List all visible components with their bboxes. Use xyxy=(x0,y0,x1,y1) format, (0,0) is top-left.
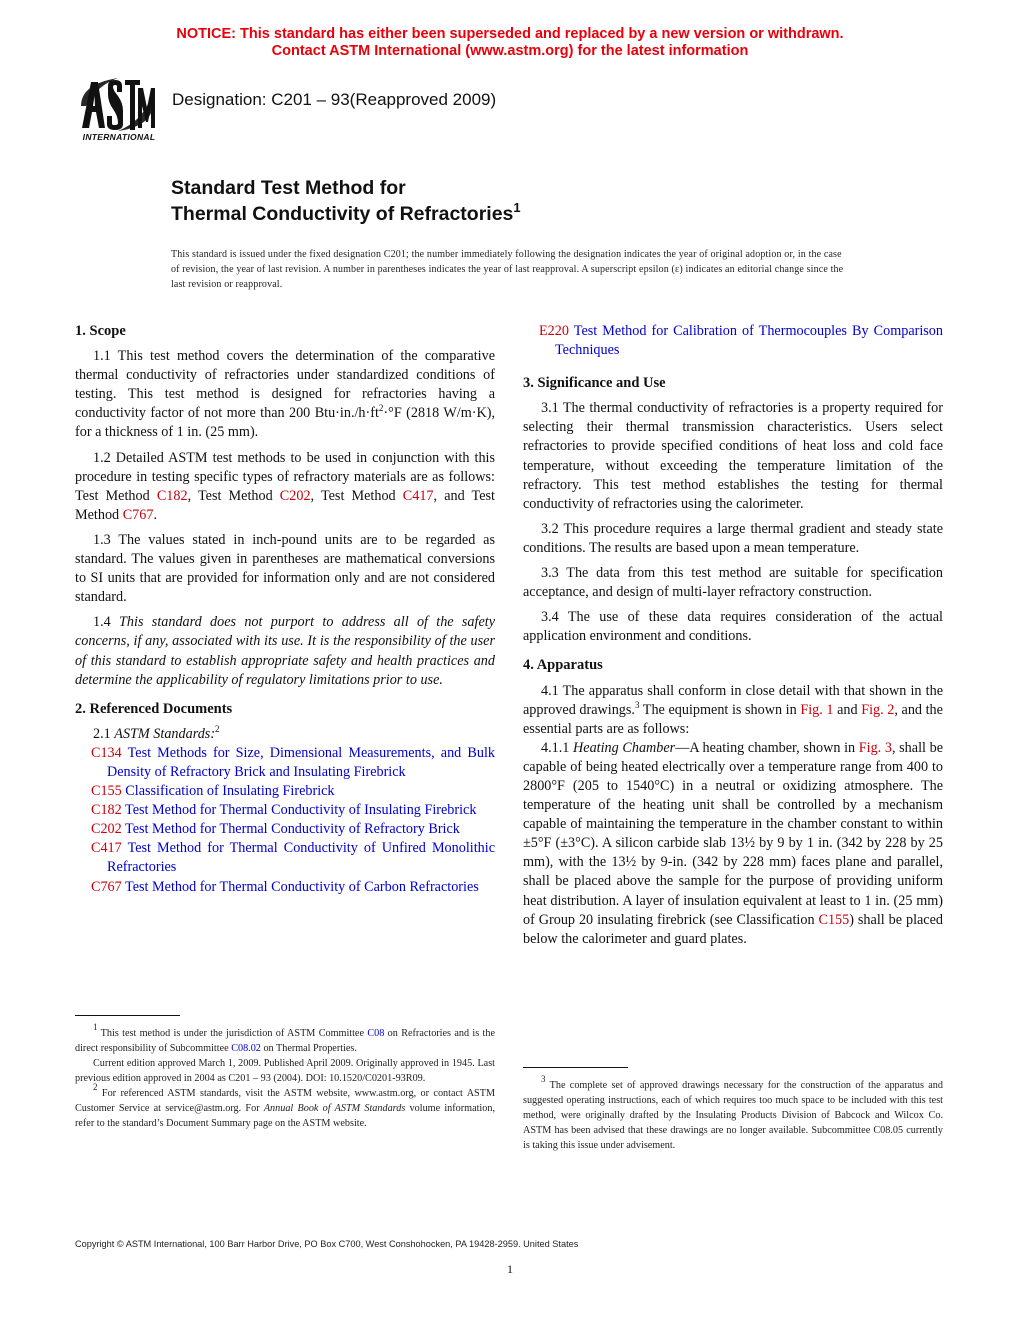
copyright-line: Copyright © ASTM International, 100 Barr Harbor Drive, PO Box C700, West Conshohocken, PA 19428-2959. United States xyxy=(75,1239,579,1249)
reference-c417[interactable]: C417 Test Method for Thermal Conductivity of Unfired Monolithic Refractories xyxy=(91,840,495,876)
designation: Designation: C201 – 93(Reapproved 2009) xyxy=(172,90,497,109)
link-fig-1[interactable]: Fig. 1 xyxy=(800,701,834,718)
link-committee-c08[interactable]: C08 xyxy=(367,1028,385,1039)
reference-c134[interactable]: C134 Test Methods for Size, Dimensional Measurements, and Bulk Density of Refractory Brick and Insulating Firebrick xyxy=(91,744,495,780)
section-heading-apparatus: 4. Apparatus xyxy=(523,657,603,674)
astm-logo xyxy=(74,76,162,146)
notice-line-1: NOTICE: This standard has either been superseded and replaced by a new version or withdrawn. xyxy=(176,26,844,42)
footnote-edition: Current edition approved March 1, 2009. Published April 2009. Originally approved in 1945. Last previous edition approved in 2004 as C201 – 93 (2004). DOI: 10.1520/C0201-93R09. xyxy=(75,1058,495,1084)
link-c202[interactable]: C202 xyxy=(279,487,311,504)
reference-c182[interactable]: C182 Test Method for Thermal Conductivity of Insulating Firebrick xyxy=(91,802,477,819)
paragraph-3-3: 3.3 The data from this test method are suitable for specification acceptance, and design of multi-layer refractory construction. xyxy=(523,565,943,601)
notice-line-2: Contact ASTM International (www.astm.org) for the latest information xyxy=(271,43,749,59)
link-subcommittee-c08-02[interactable]: C08.02 xyxy=(231,1043,261,1054)
footnote-divider xyxy=(75,1015,180,1016)
section-heading-referenced-documents: 2. Referenced Documents xyxy=(75,700,233,717)
paragraph-1-1: 1.1 This test method covers the determination of the comparative thermal conductivity of refractories under standardized conditions of testing. This test method is designed for refractories having a conductivity factor of not more than 200 $Btu\cdot in./h\cdot ft^2\cdot^\circ F$ (2818 W/m·K), for a thickness of 1 in. (25 mm). xyxy=(75,348,495,441)
link-fig-3[interactable]: Fig. 3 xyxy=(858,739,892,756)
section-heading-significance: 3. Significance and Use xyxy=(523,375,666,392)
paragraph-1-2: 1.2 Detailed ASTM test methods to be used in conjunction with this procedure in testing specific types of refractory materials are as follows: Test Method C182, Test Method C202, Test Method C417, and Test Method C767. xyxy=(75,449,495,523)
title-footnote-mark[interactable]: 1 xyxy=(513,200,521,215)
reference-c202[interactable]: C202 Test Method for Thermal Conductivity of Refractory Brick xyxy=(91,821,460,838)
footnote-3-mark[interactable]: 3 xyxy=(634,699,640,710)
paragraph-2-1: 2.1 ASTM Standards:$^2$ xyxy=(93,723,220,742)
link-c155[interactable]: C155 xyxy=(818,911,850,928)
reference-e220[interactable]: E220 Test Method for Calibration of Thermocouples By Comparison Techniques xyxy=(539,323,943,359)
link-c417[interactable]: C417 xyxy=(402,487,434,504)
paragraph-3-4: 3.4 The use of these data requires consideration of the actual application environment and conditions. xyxy=(523,609,943,645)
supersede-notice xyxy=(0,26,1020,60)
logo-subtitle: INTERNATIONAL xyxy=(82,132,156,142)
title-line-1: Standard Test Method for xyxy=(171,177,406,199)
footnote-divider xyxy=(523,1067,628,1068)
paragraph-1-4: 1.4 This standard does not purport to address all of the safety concerns, if any, associated with its use. It is the responsibility of the user of this standard to establish appropriate safety and health practices and determine the applicability of regulatory limitations prior to use. xyxy=(75,614,495,688)
section-heading-scope: 1. Scope xyxy=(75,323,126,339)
paragraph-4-1: 4.1 The apparatus shall conform in close detail with that shown in the approved drawings.$^3$ The equipment is shown in Fig. 1 and Fig. 2, and the essential parts are as follows: xyxy=(523,682,943,737)
paragraph-1-3: 1.3 The values stated in inch-pound units are to be regarded as standard. The values given in parentheses are mathematical conversions to SI units that are provided for information only and are not considered standard. xyxy=(75,531,495,606)
issuance-statement: This standard is issued under the fixed designation C201; the number immediately following the designation indicates the year of original adoption or, in the case of revision, the year of last revision. A number in parentheses indicates the year of last reapproval. A superscript epsilon (ε) indicates an editorial change since the last revision or reapproval. xyxy=(171,249,844,290)
title-line-2: Thermal Conductivity of Refractories$^1$ xyxy=(171,200,521,225)
document-title xyxy=(171,175,521,227)
link-c767[interactable]: C767 xyxy=(122,506,154,523)
left-column xyxy=(75,322,495,897)
reference-c767[interactable]: C767 Test Method for Thermal Conductivity of Carbon Refractories xyxy=(91,878,479,895)
page-number: 1 xyxy=(507,1262,513,1276)
link-c182[interactable]: C182 xyxy=(156,487,188,504)
link-fig-2[interactable]: Fig. 2 xyxy=(861,701,895,718)
paragraph-4-1-1: 4.1.1 Heating Chamber—A heating chamber, shown in Fig. 3, shall be capable of being heated electrically over a temperature range from 400 to 2800°F (205 to 1540°C) in a neutral or oxidizing atmosphere. The temperature of the heating unit shall be controlled by a mechanism capable of maintaining the temperature in the chamber constant to within ±5°F (±3°C). A silicon carbide slab 13½ by 9 by 1 in. (342 by 228 by 25 mm), with the 13½ by 9-in. (342 by 228 mm) faces plane and parallel, shall be placed above the sample for the purpose of providing uniform heat distribution. A layer of insulation equivalent at least to 1 in. (25 mm) of Group 20 insulating firebrick (see Classification C155) shall be placed below the calorimeter and guard plates. xyxy=(523,739,943,947)
footnotes-right xyxy=(523,1067,943,1153)
footnotes-left xyxy=(75,1015,495,1131)
footnote-2: $^2$ For referenced ASTM standards, visit the ASTM website, www.astm.org, or contact ASTM Customer Service at service@astm.org. For Annual Book of ASTM Standards volume information, refer to the standard’s Document Summary page on the ASTM website. xyxy=(75,1082,495,1129)
right-column xyxy=(523,322,943,955)
paragraph-3-2: 3.2 This procedure requires a large thermal gradient and steady state conditions. The results are based upon a mean temperature. xyxy=(523,520,943,556)
footnote-3: $^3$ The complete set of approved drawings necessary for the construction of the apparatus and suggested operating instructions, each of which requires too much space to be included with this test method, were originally drafted by the Insulating Products Division of Babcock and Wilcox Co. ASTM has been advised that these drawings are no longer available. Subcommittee C08.05 currently is taking this issue under advisement. xyxy=(523,1074,943,1151)
reference-c155[interactable]: C155 Classification of Insulating Firebrick xyxy=(91,783,335,800)
astm-logo-icon xyxy=(78,76,156,132)
footnote-1: $^1$ This test method is under the jurisdiction of ASTM Committee C08 on Refractories and is the direct responsibility of Subcommittee C08.02 on Thermal Properties. xyxy=(75,1022,495,1054)
paragraph-3-1: 3.1 The thermal conductivity of refractories is a property required for selecting their thermal transmission characteristics. Users select refractories to provide specified conditions of heat loss and cold face temperature, without exceeding the temperature limitation of the refractory. This test method establishes the testing for thermal conductivity of refractories using the calorimeter. xyxy=(523,400,943,512)
